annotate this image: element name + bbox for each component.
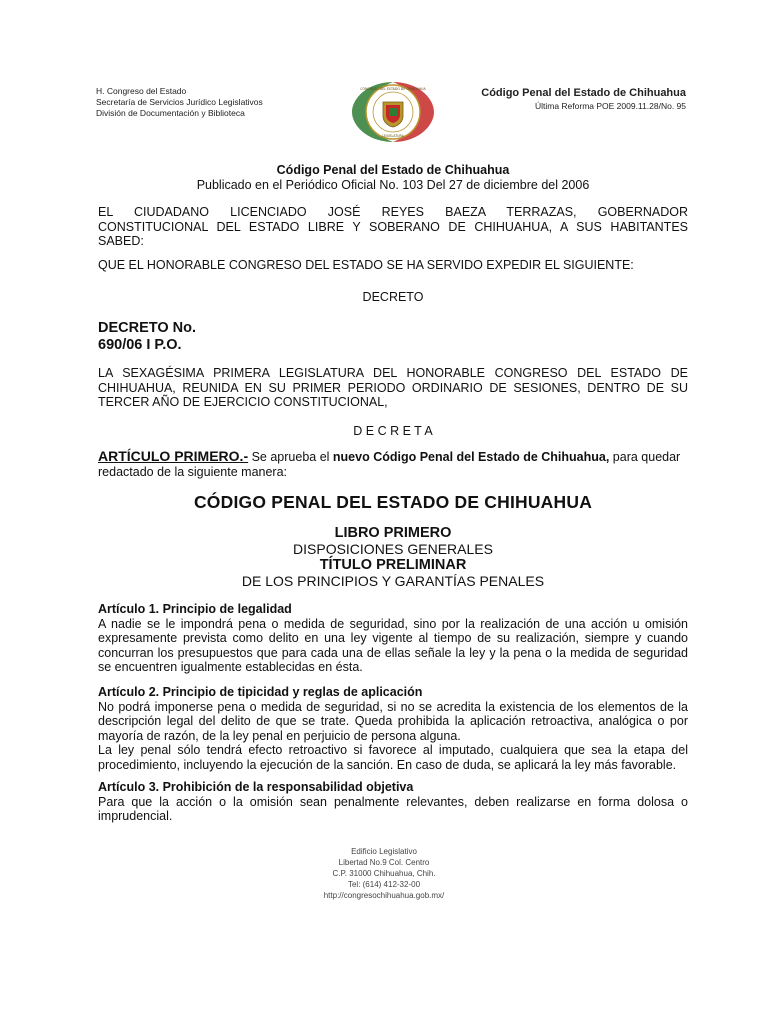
footer-line: Tel: (614) 412-32-00 — [347, 880, 421, 889]
footer-website-link[interactable]: http://congresochihuahua.gob.mx/ — [323, 891, 445, 900]
decreto-number-line2: 690/06 I P.O. — [98, 337, 182, 353]
article-2 — [98, 685, 688, 772]
que-line: QUE EL HONORABLE CONGRESO DEL ESTADO SE HA SERVIDO EXPEDIR EL SIGUIENTE: — [98, 258, 634, 272]
article-line: La ley penal sólo tendrá efecto retroactivo si favorece al imputado, cualquiera que sea la etapa del — [98, 743, 688, 757]
article-line: expresamente prevista como delito en una ley vigente al tiempo de su realización, siempre y cuando — [98, 631, 688, 645]
article-line: procedimiento, incluyendo la ejecución de la sanción. En caso de duda, se aplicará la ley más favorable. — [98, 757, 677, 772]
paragraph-line: LA SEXAGÉSIMA PRIMERA LEGISLATURA DEL HONORABLE CONGRESO DEL ESTADO DE — [98, 366, 688, 380]
principios-heading: DE LOS PRINCIPIOS Y GARANTÍAS PENALES — [241, 573, 545, 589]
articulo-primero-text: Se aprueba el — [248, 450, 333, 464]
article-line: se encuentren igualmente establecidas en ésta. — [98, 660, 363, 674]
articulo-primero-label: ARTÍCULO PRIMERO.- — [98, 448, 249, 464]
articulo-primero — [98, 449, 688, 479]
legislatura-paragraph — [98, 366, 688, 410]
article-line: No podrá imponerse pena o medida de seguridad, si no se acredita la existencia de los elementos de la — [98, 699, 688, 714]
code-title: CÓDIGO PENAL DEL ESTADO DE CHIHUAHUA — [193, 492, 593, 512]
article-heading: Artículo 1. Principio de legalidad — [98, 602, 292, 616]
articulo-primero-line1 — [98, 449, 688, 465]
document-title: Código Penal del Estado de Chihuahua — [276, 163, 510, 177]
articulo-primero-text-end: para quedar — [609, 450, 681, 464]
decreto-heading: DECRETO — [362, 290, 424, 304]
disposiciones-generales: DISPOSICIONES GENERALES — [293, 541, 493, 557]
article-heading: Artículo 3. Prohibición de la responsabilidad objetiva — [98, 780, 414, 794]
article-line: imprudencial. — [98, 809, 173, 823]
header-code-title: Código Penal del Estado de Chihuahua — [481, 87, 686, 99]
article-line: Para que la acción o la omisión sean penalmente relevantes, deben realizarse en forma dolosa o — [98, 794, 688, 809]
footer-address — [0, 846, 768, 901]
header-left-line: División de Documentación y Biblioteca — [96, 108, 245, 118]
article-3 — [98, 780, 688, 824]
header-last-reform: Última Reforma POE 2009.11.28/No. 95 — [534, 101, 686, 111]
titulo-preliminar: TÍTULO PRELIMINAR — [319, 557, 467, 573]
header-institution — [96, 86, 263, 119]
decreto-number-line1: DECRETO No. — [98, 320, 197, 336]
libro-primero: LIBRO PRIMERO — [334, 525, 452, 541]
paragraph-line: EL CIUDADANO LICENCIADO JOSÉ REYES BAEZA TERRAZAS, GOBERNADOR — [98, 205, 688, 219]
decreto-number — [98, 320, 688, 354]
footer-line: Libertad No.9 Col. Centro — [338, 858, 430, 867]
articulo-primero-bold: nuevo Código Penal del Estado de Chihuahua, — [332, 450, 610, 464]
article-line: A nadie se le impondrá pena o medida de seguridad, sino por la realización de una acción u omisión — [98, 616, 688, 631]
articulo-primero-line2: redactado de la siguiente manera: — [98, 464, 288, 479]
paragraph-line: SABED: — [98, 234, 144, 248]
article-line: descripción legal del delito de que se trate. Queda prohibida la aplicación retroactiva, analógica o por — [98, 714, 688, 728]
footer-line: Edificio Legislativo — [351, 847, 417, 856]
paragraph-line: CHIHUAHUA, REUNIDA EN SU PRIMER PERIODO ORDINARIO DE SESIONES, DENTRO DE SU — [98, 380, 688, 395]
article-1 — [98, 602, 688, 675]
article-heading: Artículo 2. Principio de tipicidad y reglas de aplicación — [98, 685, 423, 699]
footer-line: C.P. 31000 Chihuahua, Chih. — [332, 869, 436, 878]
header-left-line: Secretaría de Servicios Jurídico Legislativos — [96, 97, 263, 107]
header-left-line: H. Congreso del Estado — [96, 86, 187, 96]
seal-top-text: CONGRESO DEL ESTADO DE CHIHUAHUA — [360, 87, 426, 91]
seal-bottom-text: LEGISLATURA — [382, 134, 404, 138]
article-line: mayoría de razón, de la ley penal en perjuicio de persona alguna. — [98, 728, 461, 743]
paragraph-line: CONSTITUCIONAL DEL ESTADO LIBRE Y SOBERANO DE CHIHUAHUA, A SUS HABITANTES — [98, 219, 688, 234]
publication-line: Publicado en el Periódico Oficial No. 103 Del 27 de diciembre del 2006 — [196, 178, 590, 192]
intro-paragraph — [98, 205, 688, 249]
header-document-info — [481, 86, 686, 112]
decreta-heading: D E C R E T A — [353, 424, 433, 438]
congress-seal-logo — [348, 80, 438, 144]
paragraph-line: TERCER AÑO DE EJERCICIO CONSTITUCIONAL, — [98, 395, 388, 409]
article-line: concurran los presupuestos que para cada una de ellas señale la ley y la pena o la medida de seguridad — [98, 645, 688, 660]
